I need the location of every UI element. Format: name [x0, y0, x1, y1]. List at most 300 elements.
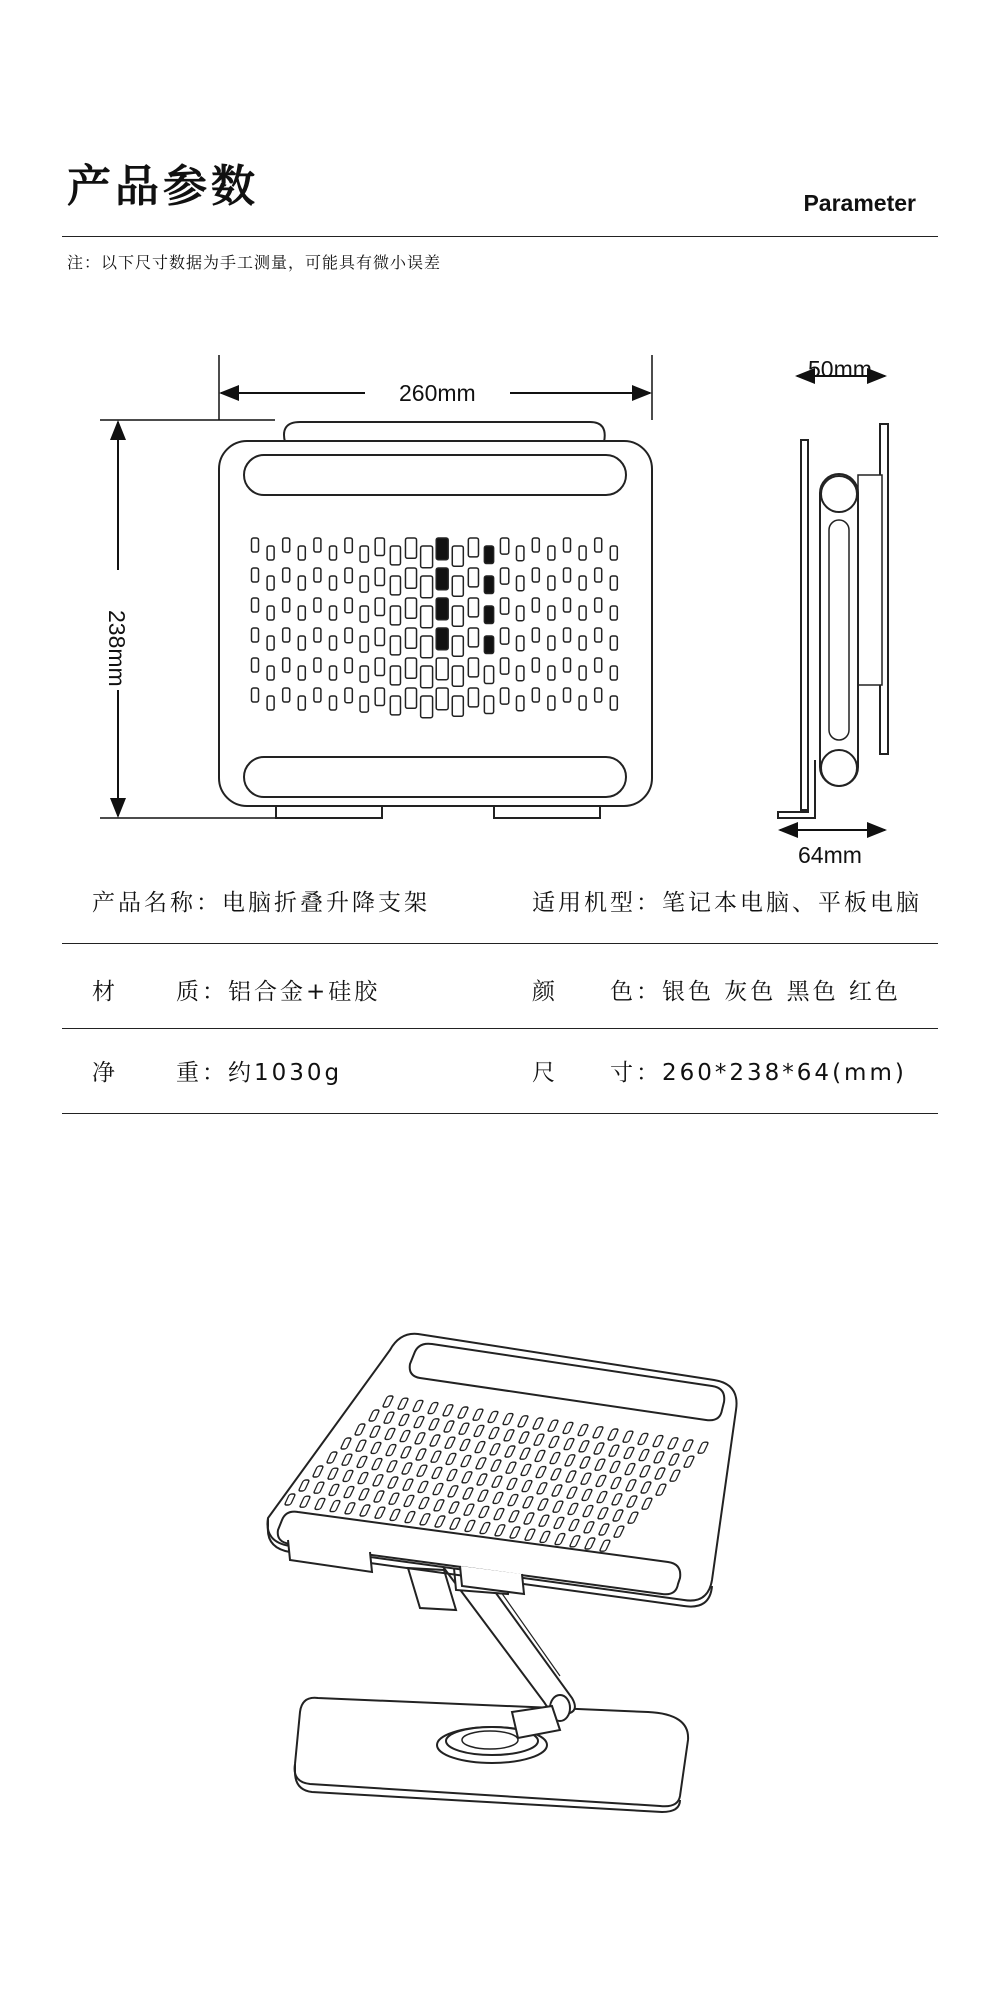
spec-value: 铝合金+硅胶 [228, 979, 381, 1005]
vent-hole [548, 666, 555, 680]
vent-hole [562, 1422, 573, 1433]
vent-hole [399, 1431, 410, 1442]
vent-hole [447, 1486, 458, 1497]
bottom-depth-dimension-label: 64mm [798, 842, 862, 868]
vent-hole [436, 568, 448, 590]
vent-hole [468, 538, 478, 557]
vent-hole [298, 606, 305, 620]
vent-hole [579, 576, 586, 590]
vent-hole [520, 1464, 531, 1475]
vent-hole [449, 1518, 460, 1529]
vent-hole [583, 1522, 594, 1533]
vent-hole [375, 628, 384, 646]
spec-divider [62, 1113, 938, 1114]
vent-hole [537, 1499, 548, 1510]
vent-hole [460, 1456, 471, 1467]
vent-hole [360, 606, 368, 622]
vent-hole [517, 1416, 528, 1427]
vent-hole [400, 1447, 411, 1458]
vent-hole [357, 1473, 368, 1484]
spec-value: 约1030g [228, 1060, 343, 1086]
vent-hole [468, 688, 478, 707]
vent-hole [360, 576, 368, 592]
vent-hole [494, 1525, 505, 1536]
vent-hole [384, 1428, 395, 1439]
vent-hole [565, 1471, 576, 1482]
vent-hole [669, 1470, 680, 1481]
vent-hole [607, 1429, 618, 1440]
vent-hole [503, 1430, 514, 1441]
vent-hole [330, 546, 337, 560]
vent-hole [433, 1500, 444, 1511]
vent-hole [283, 628, 290, 642]
spec-product-name [92, 884, 430, 917]
vent-hole [252, 598, 259, 612]
vent-hole [390, 606, 400, 625]
vent-hole [595, 628, 602, 642]
vent-hole [564, 658, 571, 672]
vent-hole [390, 636, 400, 655]
vent-hole [504, 1446, 515, 1457]
vent-hole [579, 546, 586, 560]
vent-hole [484, 666, 493, 684]
vent-hole [430, 1451, 441, 1462]
vent-hole [551, 1485, 562, 1496]
vent-hole [637, 1433, 648, 1444]
vent-hole [552, 1501, 563, 1512]
vent-hole [298, 636, 305, 650]
page-title: 产品参数 [67, 161, 259, 212]
vent-hole [298, 666, 305, 680]
vent-hole [459, 1439, 470, 1450]
vent-hole [484, 576, 493, 594]
vent-hole [568, 1520, 579, 1531]
vent-hole [563, 1439, 574, 1450]
vent-hole [405, 598, 416, 618]
vent-hole [683, 1456, 694, 1467]
vent-hole [436, 658, 448, 680]
vent-hole [516, 606, 523, 621]
vent-hole [595, 598, 602, 612]
vent-hole [581, 1489, 592, 1500]
spec-label: 重： [176, 1060, 228, 1086]
vent-hole [283, 568, 290, 582]
vent-hole [578, 1441, 589, 1452]
vent-hole [298, 1480, 309, 1491]
vent-hole [446, 1470, 457, 1481]
vent-hole [383, 1412, 394, 1423]
vent-hole [500, 538, 508, 554]
vent-hole [521, 1481, 532, 1492]
vent-hole [267, 576, 274, 590]
vent-hole [622, 1431, 633, 1442]
vent-hole [464, 1520, 475, 1531]
vent-hole [516, 576, 523, 591]
vent-hole [524, 1529, 535, 1540]
vent-hole [516, 636, 523, 651]
vent-hole [252, 568, 259, 582]
vent-hole [550, 1469, 561, 1480]
vent-hole [519, 1448, 530, 1459]
vent-hole [535, 1467, 546, 1478]
vent-hole [283, 598, 290, 612]
vent-hole [490, 1460, 501, 1471]
vent-hole [299, 1496, 310, 1507]
spec-label: 材 [92, 979, 118, 1005]
vent-hole [610, 546, 617, 560]
vent-hole [448, 1502, 459, 1513]
vent-hole [539, 1531, 550, 1542]
vent-hole [598, 1524, 609, 1535]
vent-hole [404, 1512, 415, 1523]
spec-value: 电脑折叠升降支架 [222, 890, 430, 916]
vent-hole [283, 688, 290, 702]
vent-hole [413, 1417, 424, 1428]
vent-hole [608, 1445, 619, 1456]
vent-hole [610, 666, 617, 680]
vent-hole [548, 636, 555, 650]
vent-hole [452, 696, 463, 716]
vent-hole [402, 1479, 413, 1490]
vent-hole [580, 1473, 591, 1484]
vent-hole [564, 688, 571, 702]
vent-hole [477, 1490, 488, 1501]
vent-hole [419, 1514, 430, 1525]
vent-hole [375, 688, 384, 706]
vent-hole [479, 1523, 490, 1534]
vent-hole [330, 636, 337, 650]
vent-hole [508, 1511, 519, 1522]
vent-hole [401, 1463, 412, 1474]
vent-hole [463, 1504, 474, 1515]
vent-hole [500, 688, 508, 704]
height-dimension-label: 238mm [104, 610, 130, 687]
vent-hole [579, 606, 586, 620]
vent-hole [532, 568, 539, 582]
vent-hole [564, 598, 571, 612]
vent-hole [330, 666, 337, 680]
vent-hole [283, 538, 290, 552]
vent-hole [427, 1403, 438, 1414]
vent-hole [421, 576, 433, 598]
vent-hole [329, 1501, 340, 1512]
spec-label: 净 [92, 1060, 118, 1086]
vent-hole [368, 1410, 379, 1421]
vent-hole [506, 1478, 517, 1489]
vent-hole [484, 546, 493, 564]
spec-label: 质： [176, 979, 228, 1005]
vent-hole [652, 1436, 663, 1447]
vent-hole [462, 1488, 473, 1499]
vent-hole [484, 696, 493, 714]
vent-hole [375, 658, 384, 676]
spec-compatible-models [532, 884, 922, 917]
vent-hole [359, 1505, 370, 1516]
vent-hole [386, 1461, 397, 1472]
vent-hole [405, 628, 416, 648]
vent-hole [252, 628, 259, 642]
vent-hole [609, 1461, 620, 1472]
vent-hole [516, 666, 523, 681]
top-depth-dimension-label: 50mm [808, 356, 872, 382]
vent-hole [627, 1512, 638, 1523]
vent-hole [493, 1509, 504, 1520]
vent-hole [444, 1437, 455, 1448]
vent-hole [371, 1459, 382, 1470]
vent-hole [667, 1438, 678, 1449]
vent-hole [283, 658, 290, 672]
vent-hole [610, 696, 617, 710]
vent-hole [267, 666, 274, 680]
vent-hole [595, 1475, 606, 1486]
vent-hole [548, 696, 555, 710]
vent-hole [566, 1487, 577, 1498]
vent-hole [312, 1466, 323, 1477]
vent-hole [417, 1481, 428, 1492]
vent-hole [478, 1506, 489, 1517]
vent-hole [625, 1480, 636, 1491]
vent-hole [582, 1506, 593, 1517]
vent-hole [429, 1435, 440, 1446]
spec-label: 色： [610, 979, 662, 1005]
vent-hole [436, 538, 448, 560]
spec-value: 260*238*64(mm) [662, 1060, 907, 1086]
vent-hole [355, 1440, 366, 1451]
measurement-note: 注：以下尺寸数据为手工测量，可能具有微小误差 [67, 253, 442, 272]
vent-hole [611, 1494, 622, 1505]
vent-hole [436, 688, 448, 710]
spec-value: 笔记本电脑、平板电脑 [662, 890, 922, 916]
vent-hole [595, 688, 602, 702]
vent-hole [472, 1409, 483, 1420]
vent-hole [421, 666, 433, 688]
vent-hole [267, 606, 274, 620]
vent-hole [403, 1495, 414, 1506]
vent-hole [577, 1425, 588, 1436]
vent-hole [345, 538, 352, 553]
vent-hole [267, 546, 274, 560]
vent-hole [431, 1467, 442, 1478]
vent-hole [414, 1433, 425, 1444]
vent-hole [468, 568, 478, 587]
vent-hole [373, 1491, 384, 1502]
vent-hole [579, 636, 586, 650]
vent-hole [579, 1457, 590, 1468]
vent-hole [375, 568, 384, 586]
vent-hole [345, 688, 352, 703]
vent-hole [569, 1536, 580, 1547]
vent-hole [405, 658, 416, 678]
vent-hole [554, 1534, 565, 1545]
vent-hole [613, 1526, 624, 1537]
vent-hole [505, 1462, 516, 1473]
spec-label: 颜 [532, 979, 558, 1005]
vent-hole [369, 1426, 380, 1437]
vent-hole [654, 1468, 665, 1479]
vent-hole [382, 1396, 393, 1407]
vent-hole [533, 1434, 544, 1445]
spec-label: 尺 [532, 1060, 558, 1086]
vent-hole [358, 1489, 369, 1500]
vent-hole [476, 1474, 487, 1485]
vent-hole [298, 696, 305, 710]
vent-hole [252, 658, 259, 672]
vent-hole [502, 1414, 513, 1425]
vent-hole [360, 636, 368, 652]
vent-hole [442, 1405, 453, 1416]
vent-hole [443, 1421, 454, 1432]
vent-hole [584, 1538, 595, 1549]
vent-hole [436, 628, 448, 650]
vent-hole [458, 1423, 469, 1434]
vent-hole [298, 546, 305, 560]
vent-hole [327, 1468, 338, 1479]
vent-hole [405, 688, 416, 708]
vent-hole [452, 606, 463, 626]
vent-hole [267, 696, 274, 710]
vent-hole [390, 576, 400, 595]
vent-hole [595, 538, 602, 552]
vent-hole [314, 658, 321, 672]
vent-hole [344, 1503, 355, 1514]
vent-hole [532, 658, 539, 672]
vent-hole [484, 636, 493, 654]
vent-hole [500, 628, 508, 644]
vent-hole [640, 1482, 651, 1493]
vent-hole [641, 1498, 652, 1509]
vent-hole [436, 598, 448, 620]
vent-hole [548, 546, 555, 560]
vent-hole [697, 1442, 708, 1453]
vent-hole [390, 696, 400, 715]
vent-hole [468, 628, 478, 647]
vent-hole [489, 1444, 500, 1455]
spec-label: 产品名称： [92, 890, 222, 916]
vent-hole [579, 696, 586, 710]
vent-hole [516, 546, 523, 561]
vent-hole [532, 538, 539, 552]
vent-hole [564, 1455, 575, 1466]
vent-hole [421, 696, 433, 718]
vent-hole [330, 576, 337, 590]
vent-hole [500, 598, 508, 614]
spec-label: 适用机型： [532, 890, 662, 916]
vent-hole [655, 1484, 666, 1495]
header-divider [62, 236, 938, 237]
vent-hole [252, 688, 259, 702]
spec-label: 寸： [610, 1060, 662, 1086]
vent-hole [418, 1498, 429, 1509]
vent-hole [492, 1492, 503, 1503]
vent-hole [434, 1516, 445, 1527]
vent-hole [314, 1498, 325, 1509]
vent-hole [532, 598, 539, 612]
vent-hole [354, 1424, 365, 1435]
vent-hole [345, 628, 352, 643]
vent-hole [653, 1452, 664, 1463]
vent-hole [516, 696, 523, 711]
vent-hole [595, 658, 602, 672]
vent-hole [564, 568, 571, 582]
vent-hole [500, 568, 508, 584]
vent-hole [387, 1477, 398, 1488]
vent-hole [612, 1510, 623, 1521]
vent-hole [405, 538, 416, 558]
vent-hole [595, 568, 602, 582]
vent-hole [398, 1414, 409, 1425]
vent-hole [415, 1449, 426, 1460]
vent-hole [375, 538, 384, 556]
vent-hole [579, 666, 586, 680]
vent-hole [428, 1419, 439, 1430]
vent-hole [330, 606, 337, 620]
vent-hole [567, 1503, 578, 1514]
vent-hole [623, 1447, 634, 1458]
vent-hole [452, 666, 463, 686]
vent-hole [624, 1464, 635, 1475]
vent-hole [500, 658, 508, 674]
vent-hole [488, 1428, 499, 1439]
vent-hole [445, 1453, 456, 1464]
vent-hole [341, 1454, 352, 1465]
vent-hole [518, 1432, 529, 1443]
vent-hole [298, 576, 305, 590]
vent-hole [610, 636, 617, 650]
vent-hole [626, 1496, 637, 1507]
vent-hole [360, 666, 368, 682]
vent-hole [548, 576, 555, 590]
vent-hole [475, 1458, 486, 1469]
vent-hole [668, 1454, 679, 1465]
vent-hole [461, 1472, 472, 1483]
vent-hole [345, 598, 352, 613]
page-subtitle: Parameter [803, 190, 916, 216]
vent-hole [416, 1465, 427, 1476]
spec-color [532, 973, 901, 1006]
vent-hole [487, 1411, 498, 1422]
vent-hole [343, 1487, 354, 1498]
vent-hole [532, 628, 539, 642]
vent-hole [375, 598, 384, 616]
vent-hole [532, 1418, 543, 1429]
vent-hole [484, 606, 493, 624]
vent-hole [553, 1517, 564, 1528]
vent-hole [267, 636, 274, 650]
vent-hole [390, 546, 400, 565]
vent-hole [547, 1420, 558, 1431]
spec-material [92, 973, 380, 1006]
spec-divider [62, 943, 938, 944]
vent-hole [252, 538, 259, 552]
vent-hole [421, 636, 433, 658]
vent-hole [405, 568, 416, 588]
vent-hole [330, 696, 337, 710]
vent-hole [549, 1453, 560, 1464]
vent-hole [474, 1442, 485, 1453]
vent-hole [564, 628, 571, 642]
vent-hole [597, 1508, 608, 1519]
vent-hole [592, 1427, 603, 1438]
vent-hole [523, 1513, 534, 1524]
vent-hole [509, 1527, 520, 1538]
vent-hole [610, 1478, 621, 1489]
vent-hole [360, 546, 368, 562]
vent-hole [313, 1482, 324, 1493]
vent-hole [326, 1452, 337, 1463]
vent-hole [468, 658, 478, 677]
vent-hole [452, 576, 463, 596]
vent-hole [432, 1484, 443, 1495]
